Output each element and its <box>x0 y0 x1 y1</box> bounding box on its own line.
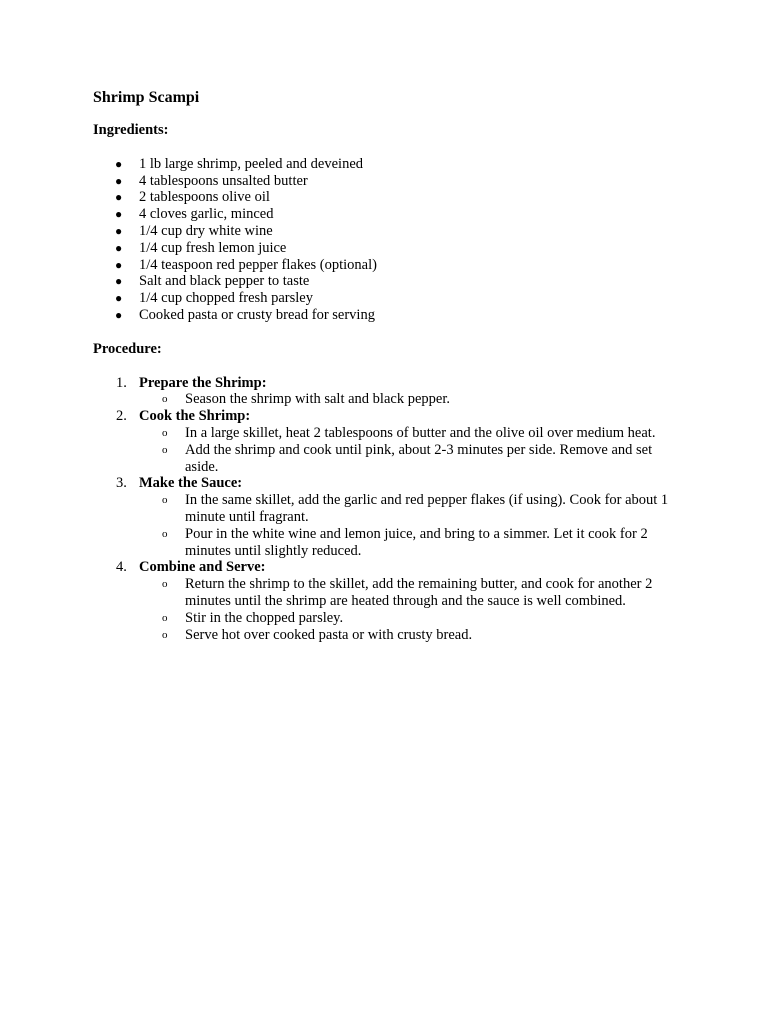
bullet-icon: ● <box>115 240 123 255</box>
step-title: Make the Sauce: <box>139 475 243 492</box>
circle-bullet-icon: o <box>162 393 168 406</box>
ingredient-item <box>93 273 683 290</box>
procedure-heading: Procedure: <box>93 340 162 357</box>
ingredient-text: 4 tablespoons unsalted butter <box>139 172 308 189</box>
substep-list <box>139 425 683 475</box>
ingredient-text: 2 tablespoons olive oil <box>139 189 270 206</box>
substep-item <box>139 442 683 476</box>
substep-list <box>139 391 683 408</box>
document-page <box>93 88 683 643</box>
bullet-icon: ● <box>115 257 123 272</box>
circle-bullet-icon: o <box>162 611 168 624</box>
procedure-step <box>93 408 683 475</box>
ingredient-text: 1/4 cup dry white wine <box>139 222 273 239</box>
bullet-icon: ● <box>115 173 123 188</box>
substep-item <box>139 391 683 408</box>
circle-bullet-icon: o <box>162 578 168 591</box>
circle-bullet-icon: o <box>162 628 168 641</box>
substep-list <box>139 576 683 643</box>
ingredient-item <box>93 206 683 223</box>
ingredient-text: 1/4 cup fresh lemon juice <box>139 239 287 256</box>
procedure-step <box>93 375 683 409</box>
step-title: Cook the Shrimp: <box>139 408 251 425</box>
ingredient-item <box>93 240 683 257</box>
substep-text: In a large skillet, heat 2 tablespoons of butter and the olive oil over medium heat. <box>185 424 656 441</box>
substep-text: Add the shrimp and cook until pink, about 2-3 minutes per side. Remove and set aside. <box>185 441 653 475</box>
ingredient-text: 1/4 cup chopped fresh parsley <box>139 290 313 307</box>
substep-text: Stir in the chopped parsley. <box>185 609 344 626</box>
recipe-title: Shrimp Scampi <box>93 89 200 106</box>
ingredients-list <box>93 156 683 324</box>
circle-bullet-icon: o <box>162 494 168 507</box>
substep-item <box>139 576 683 610</box>
ingredient-item <box>93 223 683 240</box>
substep-list <box>139 492 683 559</box>
procedure-steps <box>93 375 683 644</box>
circle-bullet-icon: o <box>162 443 168 456</box>
step-number: 3. <box>116 475 127 492</box>
procedure-step <box>93 559 683 643</box>
bullet-icon: ● <box>115 223 123 238</box>
ingredient-text: 1/4 teaspoon red pepper flakes (optional) <box>139 256 377 273</box>
bullet-icon: ● <box>115 190 123 205</box>
substep-text: Serve hot over cooked pasta or with crusty bread. <box>185 626 473 643</box>
substep-item <box>139 492 683 526</box>
substep-item <box>139 425 683 442</box>
substep-item <box>139 610 683 627</box>
ingredient-text: Cooked pasta or crusty bread for serving <box>139 306 375 323</box>
circle-bullet-icon: o <box>162 527 168 540</box>
bullet-icon: ● <box>115 156 123 171</box>
ingredients-heading: Ingredients: <box>93 122 169 138</box>
bullet-icon: ● <box>115 207 123 222</box>
step-title: Combine and Serve: <box>139 559 266 576</box>
ingredient-item <box>93 257 683 274</box>
bullet-icon: ● <box>115 274 123 289</box>
step-number: 4. <box>116 559 127 576</box>
substep-text: In the same skillet, add the garlic and red pepper flakes (if using). Cook for about 1 minute until fragrant. <box>185 492 669 525</box>
ingredient-text: Salt and black pepper to taste <box>139 273 310 290</box>
substep-item <box>139 627 683 644</box>
ingredient-text: 4 cloves garlic, minced <box>139 206 274 223</box>
procedure-step <box>93 475 683 559</box>
ingredient-item <box>93 189 683 206</box>
substep-text: Pour in the white wine and lemon juice, and bring to a simmer. Let it cook for 2 minutes until slightly reduced. <box>185 525 648 559</box>
circle-bullet-icon: o <box>162 426 168 439</box>
substep-text: Return the shrimp to the skillet, add the remaining butter, and cook for another 2 minutes until the shrimp are heated through and the sauce is well combined. <box>185 576 653 609</box>
step-number: 2. <box>116 408 127 425</box>
step-title: Prepare the Shrimp: <box>139 374 267 391</box>
ingredient-item <box>93 173 683 190</box>
substep-item <box>139 526 683 560</box>
ingredient-item <box>93 307 683 324</box>
bullet-icon: ● <box>115 291 123 306</box>
ingredient-item <box>93 156 683 173</box>
bullet-icon: ● <box>115 307 123 322</box>
substep-text: Season the shrimp with salt and black pepper. <box>185 391 450 408</box>
ingredient-item <box>93 290 683 307</box>
step-number: 1. <box>116 374 127 391</box>
ingredient-text: 1 lb large shrimp, peeled and deveined <box>139 155 364 172</box>
